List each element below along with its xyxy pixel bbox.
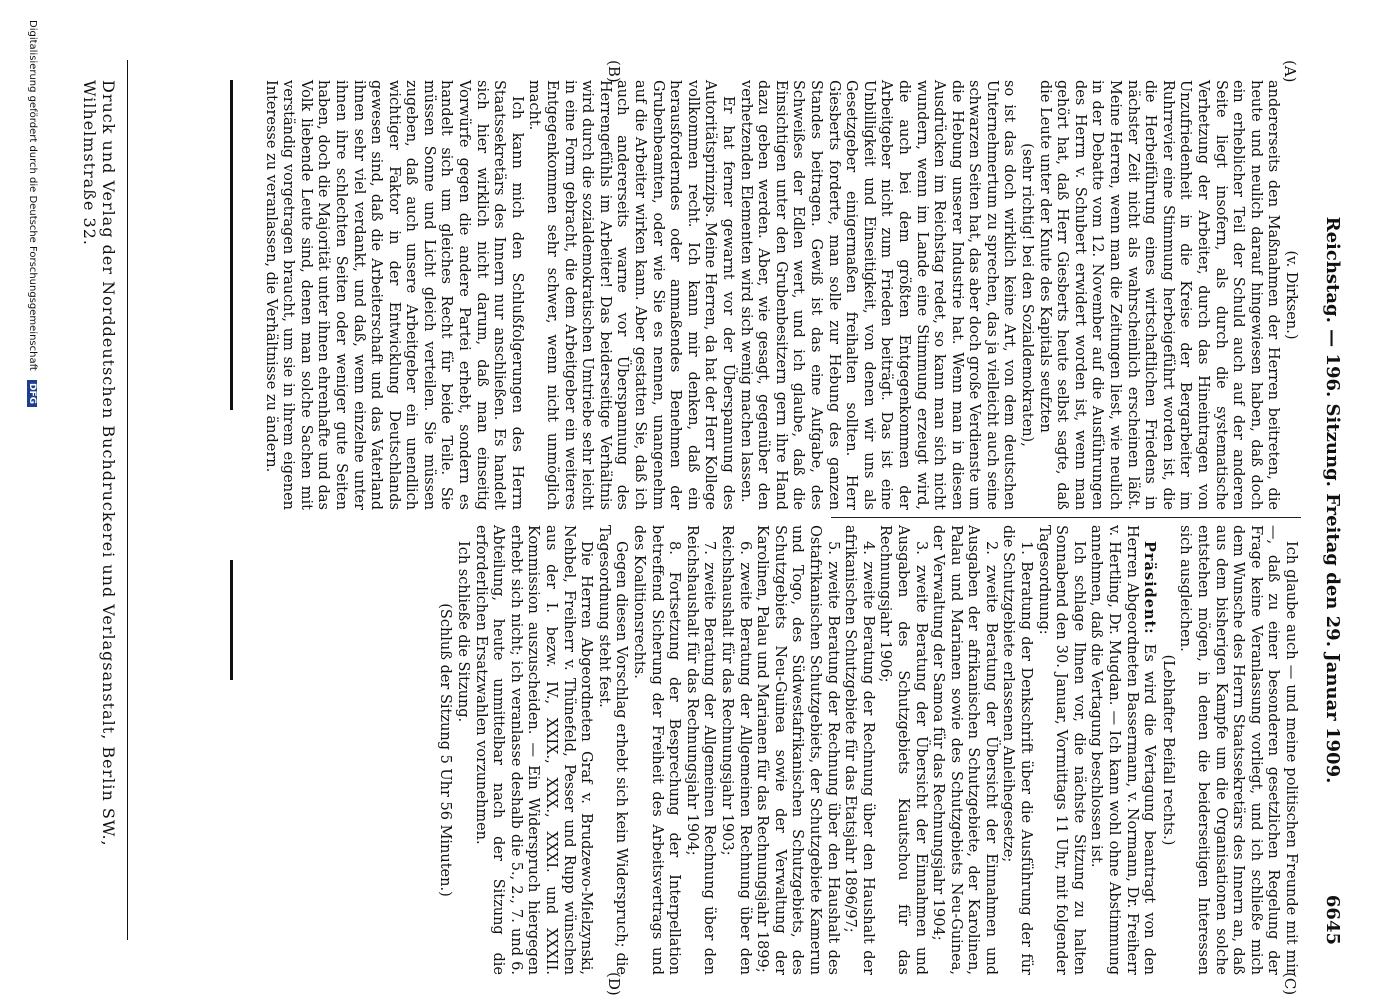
- paragraph: Ich kann mich den Schlußfolgerungen des Herrn Staatssekretärs des Innern nur anschließen. Es handelt sich hier wirklich nicht darum, daß man einseitig Vorwürfe gegen die andere Partei erhebt, sondern es handelt sich um gleiches Recht für beide Teile. Sie müssen Sonne und Licht gleich verteilen. Sie müssen zugeben, daß auch unsere Arbeitgeber ein unendlich wichtiger Faktor in der Entwicklung Deutschlands gewesen sind, daß die Arbeiterschaft und das Vaterland ihnen sehr viel verdankt, und daß, wenn einzelne unter ihnen ihre schlechten Seiten oder weniger gute Seiten haben, doch die Majorität unter ihnen ehrenhafte und das Volk liebende Leute sind, denen man solche Sachen mit verständig vorgetragen braucht, um sie in ihrem eigenen Interesse zu veranlassen, die Verhältnisse zu ändern.: [262, 80, 525, 510]
- margin-mark-c: (C): [1281, 972, 1299, 996]
- agenda-item: 7. zweite Beratung der Allgemeinen Rechnung über den Reichshaushalt für das Rechnungsjahr 1904;: [683, 525, 718, 975]
- paragraph: Es wird die Vertagung beantragt von den Herren Abgeordneten Bassermann, v. Normann, Dr. Freiherr v. Hertling, Dr. Mugdan. — Ich kann wohl ohne Abstimmung annehmen, daß die Vertagung beschlossen ist.: [1088, 525, 1158, 976]
- column-divider: [831, 517, 1301, 518]
- digitization-text: Digitalisierung gefördert durch die Deutsche Forschungsgemeinschaft: [27, 20, 38, 371]
- agenda-item: 3. zweite Beratung der Übersicht der Einnahmen und Ausgaben des Schutzgebiets Kiautschou für das Rechnungsjahr 1906;: [877, 525, 929, 975]
- agenda-list: [629, 525, 1034, 975]
- agenda-item: 2. zweite Beratung der Übersicht der Einnahmen und Ausgaben der afrikanischen Schutzgebiete, der Karolinen, Palau und Marianen sowie des Schutzgebiets Neu-Guinea, der Verwaltung der Samoa für das Rechnungsjahr 1904;: [930, 525, 999, 975]
- margin-mark-d: (D): [605, 972, 623, 996]
- agenda-item: 5. zweite Beratung der Rechnung über den Haushalt des Ostafrikanischen Schutzgebiets, der Schutzgebiete Kamerun und Togo, des Südwestafrikanischen Schutzgebiets, des Schutzgebiets Neu-Guinea sowie der Verwaltung der Karolinen, Palau und Marianen für das Rechnungsjahr 1899;: [754, 525, 841, 975]
- closing-note: (Schluß der Sitzung 5 Uhr 56 Minuten.): [437, 603, 454, 897]
- president-label: Präsident:: [1141, 541, 1159, 635]
- dfg-logo: DFG: [27, 380, 37, 407]
- imprint-rule: [127, 60, 128, 940]
- margin-mark-b: (B): [605, 60, 623, 83]
- page-header: [1315, 55, 1343, 945]
- paragraph: Die Herren Abgeordneten Graf v. Brudzewo-Mielzynski, Nehbel, Freiherr v. Thünefeld, Pesser und Rupp wünschen aus der I. bezw. IV., XXIX., XXX., XXXI. und XXXII. Kommission auszuscheiden. — Ein Widerspruch hiergegen erhebt sich nicht; ich veranlasse deshalb die 5., 2., 7. und 6. Abteilung, heute unmittelbar nach der Sitzung die erforderlichen Ersatzwahlen vorzunehmen.: [472, 525, 595, 975]
- paragraph: Ich glaube auch — und meine politischen Freunde mit mir —, daß zu einer besonderen gesetzlichen Regelung der Frage keine Veranlassung vorliegt, und ich schließe mich dem Wunsche des Herrn Staatssekretärs des Innern an, daß aus dem bisherigen Kampfe um die Organisationen solche entstehen mögen, in denen die beiderseitigen Interessen sich ausgleichen.: [1177, 525, 1299, 975]
- end-rule-left: [230, 80, 233, 410]
- page-title: Reichstag. — 196. Sitzung. Freitag den 29. Januar 1909.: [1322, 216, 1343, 784]
- agenda-item: 4. zweite Beratung der Rechnung über den Haushalt der afrikanischen Schutzgebiete für das Etatsjahr 1896/97;: [842, 525, 876, 975]
- agenda-item: 6. zweite Beratung der Allgemeinen Rechnung über den Reichshaushalt für das Rechnungsjahr 1903;: [719, 525, 753, 975]
- speaker-name: (v. Dirksen.): [1283, 250, 1299, 340]
- agenda-item: 8. Fortsetzung der Besprechung der Interpellation betreffend Sicherung der Freiheit des Arbeitsvertrags und des Koalitionsrechts.: [631, 525, 683, 975]
- page-number: 6645: [1322, 894, 1343, 945]
- paragraph: Ich schlage Ihnen vor, die nächste Sitzung zu halten Sonnabend den 30. Januar, Vormittags 11 Uhr, mit folgender Tagesordnung:: [1035, 525, 1087, 975]
- imprint: Druck und Verlag der Norddeutschen Buchdruckerei und Verlagsanstalt, Berlin SW., Wilhelmstraße 32.: [80, 80, 118, 847]
- paragraph: Ich schließe die Sitzung.: [455, 541, 472, 723]
- interjection: (Lebhafter Beifall rechts.): [1159, 654, 1176, 846]
- end-rule-right: [230, 560, 233, 680]
- left-column: [261, 80, 1299, 510]
- agenda-item: 1. Beratung der Denkschrift über die Ausführung der für die Schutzgebiete erlassenen Anleihegesetze;: [1000, 525, 1035, 975]
- interjection: (sehr richtig! bei den Sozialdemokraten),: [1019, 143, 1036, 447]
- paragraph: so ist das doch wirklich keine Art, von dem deutschen Unternehmertum zu sprechen, das ja vielleicht auch seine schwarzen Seiten hat, das aber doch große Verdienste um die Hebung unserer Industrie hat. Wenn man in diesen Ausdrücken im Reichstag redet, so kann man sich nicht wundern, wenn im Lande eine Stimmung erzeugt wird, die auch bei dem größten Entgegenkommen der Arbeitgeber nicht zum Frieden beiträgt. Das ist eine Unbilligkeit und Einseitigkeit, von denen wir uns als Gesetzgeber einigermaßen freihalten sollten. Herr Giesberts forderte, man solle zur Hebung des ganzen Standes beitragen. Gewiß ist das eine Aufgabe, des Schweißes der Edlen wert, und ich glaube, daß die Einsichtigen unter den Grubenbesitzern gern ihre Hand dazu geben werden. Aber, wie gesagt, gegenüber den verhetzenden Elementen wird sich wenig machen lassen.: [737, 80, 1018, 510]
- paragraph: Er hat ferner gewarnt vor der Überspannung des Autoritätsprinzips. Meine Herren, da hat der Herr Kollege vollkommen recht. Ich kann mir denken, daß ein herausforderndes oder anmaßendes Benehmen der Grubenbeamten, oder wie Sie es nennen, unangenehm auf die Arbeiter wirken kann. Aber gestatten Sie, daß ich auch andererseits warne vor Überspannung des Herrengefühls im Arbeiter! Das beiderseitige Verhältnis wird durch die sozialdemokratischen Umtriebe sehr leicht in eine Form gebracht, die dem Arbeitgeber ein weiteres Entgegenkommen sehr schwer, wenn nicht unmöglich macht.: [526, 80, 736, 510]
- paragraph: Gegen diesen Vorschlag erhebt sich kein Widerspruch; die Tagesordnung steht fest.: [595, 525, 630, 975]
- digitization-note: [27, 20, 38, 407]
- right-column: [436, 525, 1299, 975]
- paragraph: andererseits den Maßnahmen der Herren beitreten, die heute und neulich darauf hingewiesen haben, daß doch ein erheblicher Teil der Schuld auch auf der anderen Seite liegt insofern, als durch die systematische Verhetzung der Arbeiter, durch das Hineintragen von Unzufriedenheit in die Kreise der Bergarbeiter im Ruhrrevier eine Stimmung herbeigeführt worden ist, die die Herbeiführung eines wirtschaftlichen Friedens in nächster Zeit nicht als wahrscheinlich erscheinen läßt. Meine Herren, wenn man die Zeitungen liest, wie neulich in der Debatte vom 12. November auf die Ausführungen des Herrn v. Schubert erwidert worden ist, wenn man gehört hat, daß Herr Giesberts heute selbst sagte, daß die Leute unter der Knute des Kapitals seufzten: [1036, 80, 1282, 510]
- margin-mark-a: (A): [1281, 60, 1299, 83]
